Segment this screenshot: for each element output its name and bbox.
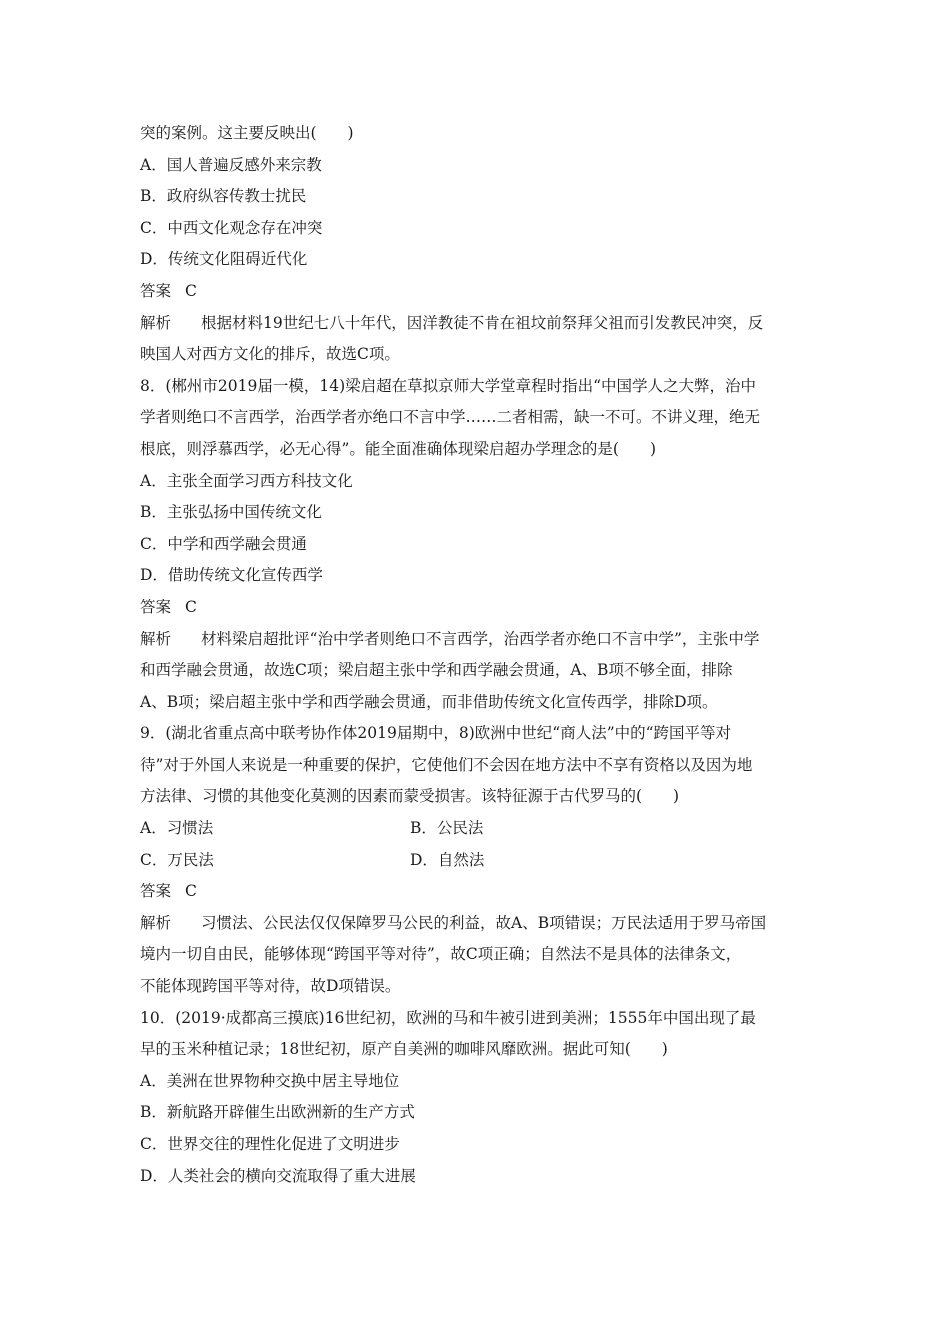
option-a: A．美洲在世界物种交换中居主导地位 bbox=[140, 1071, 400, 1090]
answer-line bbox=[140, 876, 812, 908]
option-c: C．中西文化观念存在冲突 bbox=[140, 218, 323, 237]
analysis-label: 解析 bbox=[140, 629, 172, 648]
answer-label: 答案 bbox=[140, 281, 172, 300]
option-c: C．中学和西学融会贯通 bbox=[140, 534, 307, 553]
question-10 bbox=[140, 1003, 812, 1193]
option-b: B．公民法 bbox=[410, 819, 484, 838]
analysis-line: 和西学融会贯通，故选C项；梁启超主张中学和西学融会贯通，A、B项不够全面，排除 bbox=[140, 661, 733, 680]
option-c: C．世界交往的理性化促进了文明进步 bbox=[140, 1135, 400, 1153]
analysis-text: 根据材料19世纪七八十年代，因洋教徒不肯在祖坟前祭拜父祖而引发教民冲突，反 bbox=[201, 313, 764, 332]
answer-value: C bbox=[185, 597, 197, 616]
question-stem-line: 8．(郴州市2019届一模，14)梁启超在草拟京师大学堂章程时指出“中国学人之大弊，治中 bbox=[140, 376, 757, 395]
question-7 bbox=[140, 118, 812, 371]
analysis-line: 映国人对西方文化的排斥，故选C项。 bbox=[140, 345, 400, 364]
analysis-line bbox=[140, 624, 812, 656]
option-b: B．新航路开辟催生出欧洲新的生产方式 bbox=[140, 1103, 415, 1122]
analysis-line bbox=[140, 908, 812, 940]
analysis-line: 不能体现跨国平等对待，故D项错误。 bbox=[140, 977, 401, 996]
question-9 bbox=[140, 718, 812, 1002]
option-d: D．自然法 bbox=[410, 850, 485, 869]
analysis-line: 境内一切自由民，能够体现“跨国平等对待”，故C项正确；自然法不是具体的法律条文， bbox=[140, 945, 742, 964]
question-stem-line: 根底，则浮慕西学，必无心得”。能全面准确体现梁启超办学理念的是( ) bbox=[140, 439, 657, 458]
answer-line bbox=[140, 592, 812, 624]
question-stem-line: 学者则绝口不言西学，治西学者亦绝口不言中学……二者相需，缺一不可。不讲义理，绝无 bbox=[140, 408, 761, 427]
analysis-text: 习惯法、公民法仅仅保障罗马公民的利益，故A、B项错误；万民法适用于罗马帝国 bbox=[201, 913, 767, 932]
option-d: D．借助传统文化宣传西学 bbox=[140, 566, 323, 585]
answer-line bbox=[140, 276, 812, 308]
question-stem-line: 方法律、习惯的其他变化莫测的因素而蒙受损害。该特征源于古代罗马的( ) bbox=[140, 787, 680, 806]
options-row bbox=[140, 845, 812, 877]
answer-label: 答案 bbox=[140, 882, 172, 901]
analysis-label: 解析 bbox=[140, 313, 172, 332]
analysis-line bbox=[140, 308, 812, 340]
options-row bbox=[140, 813, 812, 845]
option-c: C．万民法 bbox=[140, 850, 214, 869]
option-b: B．政府纵容传教士扰民 bbox=[140, 187, 307, 206]
question-stem-line: 早的玉米种植记录；18世纪初，原产自美洲的咖啡风靡欧洲。据此可知( ) bbox=[140, 1040, 668, 1059]
answer-label: 答案 bbox=[140, 597, 172, 616]
option-b: B．主张弘扬中国传统文化 bbox=[140, 503, 322, 522]
analysis-text: 材料梁启超批评“治中学者则绝口不言西学，治西学者亦绝口不言中学”，主张中学 bbox=[201, 629, 760, 648]
option-d: D．人类社会的横向交流取得了重大进展 bbox=[140, 1166, 416, 1185]
question-stem-line: 9．(湖北省重点高中联考协作体2019届期中，8)欧洲中世纪“商人法”中的“跨国平等对 bbox=[140, 724, 732, 743]
answer-value: C bbox=[185, 882, 197, 901]
question-stem-line: 待”对于外国人来说是一种重要的保护，它使他们不会因在地方法中不享有资格以及因为地 bbox=[140, 755, 753, 774]
option-a: A．习惯法 bbox=[140, 819, 214, 838]
option-a: A．国人普遍反感外来宗教 bbox=[140, 155, 322, 174]
question-stem-line: 10．(2019·成都高三摸底)16世纪初，欧洲的马和牛被引进到美洲；1555年中国出现了最 bbox=[140, 1008, 756, 1027]
question-8 bbox=[140, 371, 812, 719]
option-a: A．主张全面学习西方科技文化 bbox=[140, 471, 353, 490]
analysis-label: 解析 bbox=[140, 913, 172, 932]
analysis-line: A、B项；梁启超主张中学和西学融会贯通，而非借助传统文化宣传西学，排除D项。 bbox=[140, 692, 718, 711]
answer-value: C bbox=[185, 281, 197, 300]
option-d: D．传统文化阻碍近代化 bbox=[140, 250, 308, 269]
question-stem-line: 突的案例。这主要反映出( ) bbox=[140, 124, 354, 142]
page-content bbox=[140, 118, 812, 1192]
